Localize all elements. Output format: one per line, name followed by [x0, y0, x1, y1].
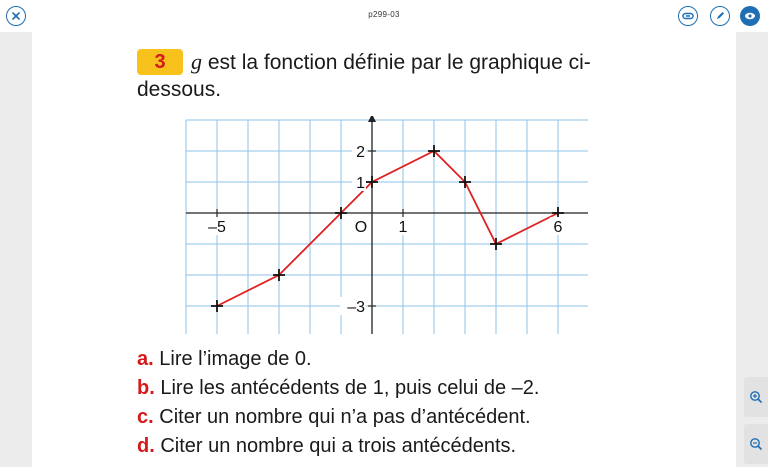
- question-a: a. Lire l’image de 0.: [137, 348, 312, 370]
- question-d: d. Citer un nombre qui a trois antécédents.: [137, 435, 517, 457]
- zoom-out-button[interactable]: [744, 424, 768, 464]
- top-bar: [0, 0, 768, 32]
- function-graph: [182, 116, 588, 334]
- function-curve: [217, 151, 558, 306]
- graph-svg: [182, 116, 588, 334]
- questions-list: [137, 345, 539, 461]
- zoom-out-icon: [749, 437, 763, 451]
- exercise-statement: est la fonction définie par le graphique ci-dessous.: [137, 51, 591, 101]
- y-tick-label: 2: [356, 144, 365, 161]
- tick-labels: [201, 142, 566, 316]
- x-tick-label: –5: [208, 219, 226, 236]
- x-tick-label: 6: [553, 219, 563, 236]
- link-icon: [682, 12, 694, 20]
- zoom-in-button[interactable]: [744, 377, 768, 417]
- visibility-button[interactable]: [740, 6, 760, 26]
- y-axis-arrow: [368, 116, 376, 122]
- link-button[interactable]: [678, 6, 698, 26]
- origin-label: O: [354, 219, 368, 236]
- page-title: p299-03: [368, 10, 400, 19]
- x-tick-label: 1: [398, 219, 408, 236]
- edit-button[interactable]: [710, 6, 730, 26]
- eye-icon: [744, 11, 756, 21]
- exercise-header: [137, 48, 657, 103]
- question-c: c. Citer un nombre qui n’a pas d’antécédent.: [137, 406, 531, 428]
- exercise-number-badge: 3: [137, 49, 183, 75]
- pencil-icon: [715, 11, 725, 21]
- function-variable: g: [191, 49, 202, 74]
- y-tick-label: 1: [356, 175, 365, 192]
- curve: [217, 151, 558, 306]
- exercise-page: [32, 32, 736, 467]
- grid: [186, 120, 588, 334]
- point-mark: [490, 238, 502, 250]
- y-tick-label: –3: [347, 299, 365, 316]
- zoom-in-icon: [749, 390, 763, 404]
- question-b: b. Lire les antécédents de 1, puis celui de –2.: [137, 377, 540, 399]
- axes: [186, 116, 588, 334]
- point-mark: [211, 300, 223, 312]
- point-marks: [211, 145, 564, 312]
